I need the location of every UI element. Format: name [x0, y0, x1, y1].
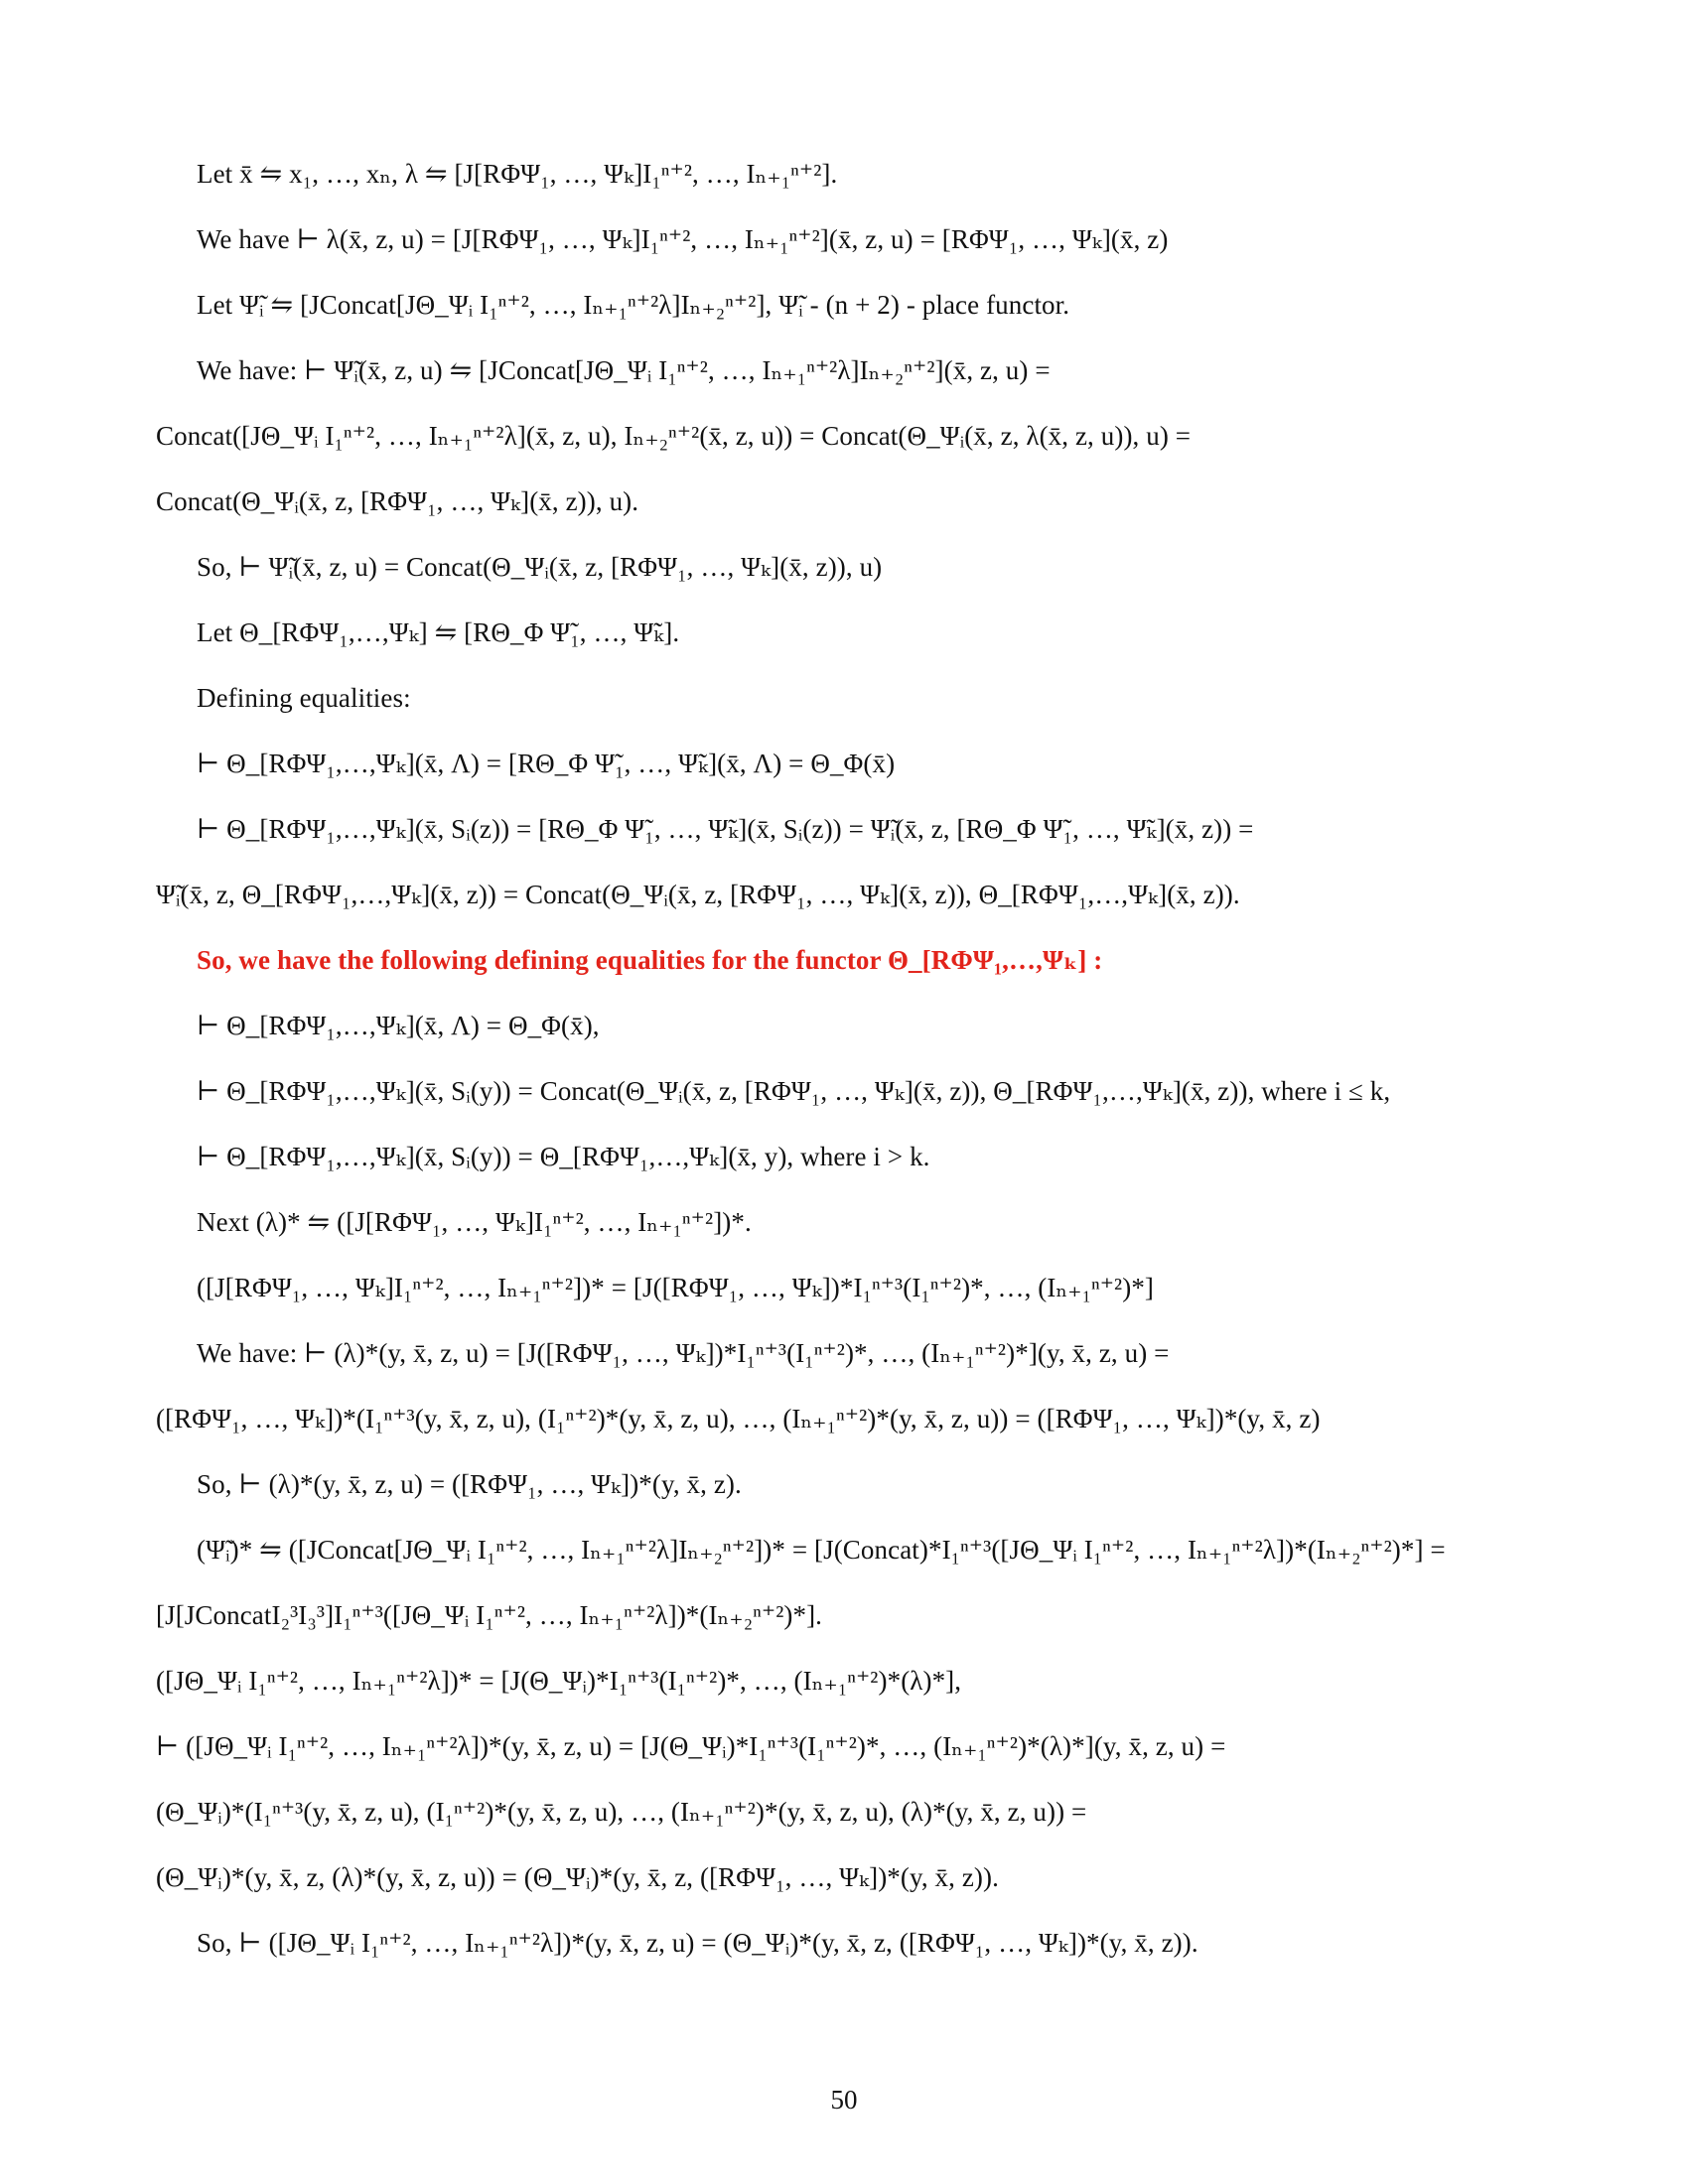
text-line: ([RΦΨ₁, …, Ψₖ])*(I₁ⁿ⁺³(y, x̄, z, u), (I₁ⁿ⁺²)*(y, x̄, z, u), …, (Iₙ₊₁ⁿ⁺²)*(y, x̄, z, u)) = ([RΦΨ₁, …, Ψₖ])*(y, x̄, z): [156, 1404, 1321, 1433]
text-line: So, ⊢ ([JΘ_Ψᵢ I₁ⁿ⁺², …, Iₙ₊₁ⁿ⁺²λ])*(y, x̄, z, u) = (Θ_Ψᵢ)*(y, x̄, z, ([RΦΨ₁, …, Ψₖ])*(y, x̄, z)).: [197, 1928, 1198, 1958]
text-line: Concat(Θ_Ψᵢ(x̄, z, [RΦΨ₁, …, Ψₖ](x̄, z)), u).: [156, 486, 639, 516]
text-line: We have ⊢ λ(x̄, z, u) = [J[RΦΨ₁, …, Ψₖ]I₁ⁿ⁺², …, Iₙ₊₁ⁿ⁺²](x̄, z, u) = [RΦΨ₁, …, Ψₖ](x̄, z): [197, 224, 1169, 254]
text-line: ⊢ Θ_[RΦΨ₁,…,Ψₖ](x̄, Λ) = [RΘ_Φ Ψ̃₁, …, Ψ̃ₖ](x̄, Λ) = Θ_Φ(x̄): [197, 749, 896, 778]
text-line: Let Θ_[RΦΨ₁,…,Ψₖ] ⇋ [RΘ_Φ Ψ̃₁, …, Ψ̃ₖ].: [197, 617, 680, 647]
highlighted-heading: So, we have the following defining equalities for the functor Θ_[RΦΨ₁,…,Ψₖ] :: [197, 945, 1103, 975]
text-line: ⊢ Θ_[RΦΨ₁,…,Ψₖ](x̄, Sᵢ(z)) = [RΘ_Φ Ψ̃₁, …, Ψ̃ₖ](x̄, Sᵢ(z)) = Ψ̃ᵢ(x̄, z, [RΘ_Φ Ψ̃₁, …, Ψ̃ₖ](x̄, z)) =: [197, 814, 1254, 844]
text-line: (Θ_Ψᵢ)*(I₁ⁿ⁺³(y, x̄, z, u), (I₁ⁿ⁺²)*(y, x̄, z, u), …, (Iₙ₊₁ⁿ⁺²)*(y, x̄, z, u), (λ)*(y, x̄, z, u)) =: [156, 1797, 1087, 1827]
text-line: Concat([JΘ_Ψᵢ I₁ⁿ⁺², …, Iₙ₊₁ⁿ⁺²λ](x̄, z, u), Iₙ₊₂ⁿ⁺²(x̄, z, u)) = Concat(Θ_Ψᵢ(x̄, z, λ(x̄, z, u)), u) =: [156, 421, 1192, 451]
text-line: [J[JConcatI₂³I₃³]I₁ⁿ⁺³([JΘ_Ψᵢ I₁ⁿ⁺², …, Iₙ₊₁ⁿ⁺²λ])*(Iₙ₊₂ⁿ⁺²)*].: [156, 1600, 823, 1630]
text-line: ([JΘ_Ψᵢ I₁ⁿ⁺², …, Iₙ₊₁ⁿ⁺²λ])* = [J(Θ_Ψᵢ)*I₁ⁿ⁺³(I₁ⁿ⁺²)*, …, (Iₙ₊₁ⁿ⁺²)*(λ)*],: [156, 1666, 962, 1696]
page-number: 50: [830, 2085, 858, 2115]
text-line: Defining equalities:: [197, 683, 411, 713]
text-line: Let x̄ ⇋ x₁, …, xₙ, λ ⇋ [J[RΦΨ₁, …, Ψₖ]I₁ⁿ⁺², …, Iₙ₊₁ⁿ⁺²].: [197, 159, 838, 189]
text-line: (Θ_Ψᵢ)*(y, x̄, z, (λ)*(y, x̄, z, u)) = (Θ_Ψᵢ)*(y, x̄, z, ([RΦΨ₁, …, Ψₖ])*(y, x̄, z)).: [156, 1862, 999, 1892]
text-line: So, ⊢ (λ)*(y, x̄, z, u) = ([RΦΨ₁, …, Ψₖ])*(y, x̄, z).: [197, 1469, 742, 1499]
text-line: ⊢ Θ_[RΦΨ₁,…,Ψₖ](x̄, Sᵢ(y)) = Concat(Θ_Ψᵢ(x̄, z, [RΦΨ₁, …, Ψₖ](x̄, z)), Θ_[RΦΨ₁,…,Ψₖ](x̄, z)), where i ≤ k,: [197, 1076, 1391, 1106]
text-line: Let Ψ̃ᵢ ⇋ [JConcat[JΘ_Ψᵢ I₁ⁿ⁺², …, Iₙ₊₁ⁿ⁺²λ]Iₙ₊₂ⁿ⁺²], Ψ̃ᵢ - (n + 2) - place functor.: [197, 290, 1070, 320]
text-line: (Ψ̃ᵢ)* ⇋ ([JConcat[JΘ_Ψᵢ I₁ⁿ⁺², …, Iₙ₊₁ⁿ⁺²λ]Iₙ₊₂ⁿ⁺²])* = [J(Concat)*I₁ⁿ⁺³([JΘ_Ψᵢ I₁ⁿ⁺², …, Iₙ₊₁ⁿ⁺²λ])*(Iₙ₊₂ⁿ⁺²)*] =: [197, 1535, 1446, 1565]
text-line: ⊢ Θ_[RΦΨ₁,…,Ψₖ](x̄, Sᵢ(y)) = Θ_[RΦΨ₁,…,Ψₖ](x̄, y), where i > k.: [197, 1142, 930, 1171]
text-line: We have: ⊢ (λ)*(y, x̄, z, u) = [J([RΦΨ₁, …, Ψₖ])*I₁ⁿ⁺³(I₁ⁿ⁺²)*, …, (Iₙ₊₁ⁿ⁺²)*](y, x̄, z, u) =: [197, 1338, 1170, 1368]
text-line: Ψ̃ᵢ(x̄, z, Θ_[RΦΨ₁,…,Ψₖ](x̄, z)) = Concat(Θ_Ψᵢ(x̄, z, [RΦΨ₁, …, Ψₖ](x̄, z)), Θ_[RΦΨ₁,…,Ψₖ](x̄, z)).: [156, 880, 1240, 909]
text-line: Next (λ)* ⇋ ([J[RΦΨ₁, …, Ψₖ]I₁ⁿ⁺², …, Iₙ₊₁ⁿ⁺²])*.: [197, 1207, 752, 1237]
text-line: So, ⊢ Ψ̃ᵢ(x̄, z, u) = Concat(Θ_Ψᵢ(x̄, z, [RΦΨ₁, …, Ψₖ](x̄, z)), u): [197, 552, 883, 582]
text-line: We have: ⊢ Ψ̃ᵢ(x̄, z, u) ⇋ [JConcat[JΘ_Ψᵢ I₁ⁿ⁺², …, Iₙ₊₁ⁿ⁺²λ]Iₙ₊₂ⁿ⁺²](x̄, z, u) =: [197, 355, 1051, 385]
text-line: ⊢ Θ_[RΦΨ₁,…,Ψₖ](x̄, Λ) = Θ_Φ(x̄),: [197, 1011, 600, 1040]
text-line: ([J[RΦΨ₁, …, Ψₖ]I₁ⁿ⁺², …, Iₙ₊₁ⁿ⁺²])* = [J([RΦΨ₁, …, Ψₖ])*I₁ⁿ⁺³(I₁ⁿ⁺²)*, …, (Iₙ₊₁ⁿ⁺²)*]: [197, 1273, 1155, 1302]
text-line: ⊢ ([JΘ_Ψᵢ I₁ⁿ⁺², …, Iₙ₊₁ⁿ⁺²λ])*(y, x̄, z, u) = [J(Θ_Ψᵢ)*I₁ⁿ⁺³(I₁ⁿ⁺²)*, …, (Iₙ₊₁ⁿ⁺²)*(λ)*](y, x̄, z, u) =: [156, 1731, 1226, 1761]
